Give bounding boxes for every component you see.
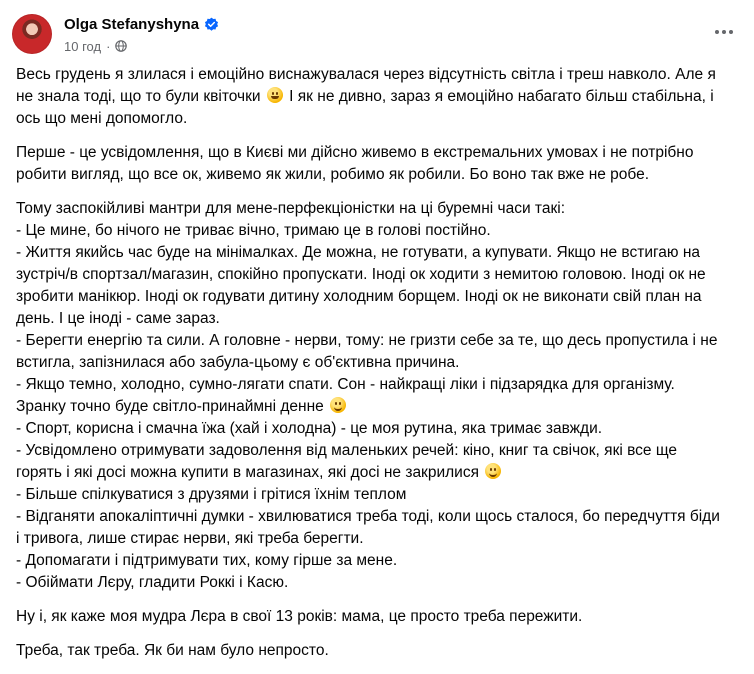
post-timestamp[interactable]: 10 год: [64, 38, 102, 54]
smiling-face-emoji: [330, 397, 346, 413]
text-line: [16, 462, 740, 484]
text-line: зробити манікюр. Іноді ок годувати дитину холодним борщем. Іноді ок не виконати свій план на: [16, 288, 702, 305]
post-header: [12, 10, 742, 60]
text-line: - Усвідомлено отримувати задоволення від маленьких речей: кіно, книг та свічок, які все ще: [16, 442, 678, 459]
text-line: - Спорт, корисна і смачна їжа (хай і холодна) - це моя рутина, яка тримає завжди.: [16, 420, 603, 437]
text-line: ось що мені допомогло.: [16, 110, 188, 127]
text-fragment: І як не дивно, зараз я емоційно набагато більш стабільна, і: [289, 88, 714, 105]
text-line: Весь грудень я злилася і емоційно виснажувалася через відсутність світла і треш навколо. Але я: [16, 66, 716, 83]
verified-badge-icon: [204, 17, 219, 32]
text-line: і тривога, лише стирає нерви, які треба берегти.: [16, 530, 364, 547]
text-line: - Обіймати Лєру, гладити Роккі і Касю.: [16, 574, 289, 591]
text-line: Перше - це усвідомлення, що в Києві ми дійсно живемо в екстремальних умовах і не потрібно: [16, 144, 694, 161]
text-line: - Відганяти апокаліптичні думки - хвилюватися треба тоді, коли щось сталося, бо передчуття біди: [16, 508, 720, 525]
globe-icon[interactable]: [115, 40, 127, 52]
text-line: [16, 396, 740, 418]
author-name[interactable]: Olga Stefanyshyna: [64, 15, 200, 33]
text-line: - Берегти енергію та сили. А головне - нерви, тому: не гризти себе за те, що десь пропустила і не: [16, 332, 718, 349]
text-line: зустріч/в спортзал/магазин, спокійно пропускати. Іноді ок ходити з немитою головою. Іноді ок не: [16, 266, 706, 283]
text-line: - Допомагати і підтримувати тих, кому гірше за мене.: [16, 552, 398, 569]
more-options-icon[interactable]: [706, 14, 742, 50]
author-avatar[interactable]: [12, 14, 52, 54]
text-fragment: Зранку точно буде світло-принаймні денне: [16, 398, 324, 415]
text-line: Треба, так треба. Як би нам було непросто.: [16, 642, 329, 659]
text-fragment: горять і які досі можна купити в магазинах, які досі не закрилися: [16, 464, 479, 481]
author-name-row: [64, 14, 219, 34]
text-line: - Якщо темно, холодно, сумно-лягати спати. Сон - найкращі ліки і підзарядка для організму.: [16, 376, 675, 393]
text-line: робити вигляд, що все ок, живемо як жили, робимо як робили. Бо воно так вже не робе.: [16, 166, 650, 183]
paragraph-3: [16, 198, 740, 594]
text-line: встигла, запізнилася або забула-цьому є об'єктивна причина.: [16, 354, 460, 371]
text-line: день. І це іноді - саме зараз.: [16, 310, 220, 327]
post-meta: [64, 38, 127, 54]
grinning-face-emoji: [267, 87, 283, 103]
text-line: - Життя якийсь час буде на мінімалках. Де можна, не готувати, а купувати. Якщо не встигаю на: [16, 244, 701, 261]
paragraph-2: [16, 142, 740, 186]
paragraph-4: [16, 606, 740, 628]
paragraph-1: [16, 64, 740, 130]
post-body: [16, 64, 740, 674]
text-line: [16, 86, 740, 108]
smiling-face-emoji: [485, 463, 501, 479]
text-line: Ну і, як каже моя мудра Лєра в свої 13 років: мама, це просто треба пережити.: [16, 608, 583, 625]
text-line: Тому заспокійливі мантри для мене-перфекціоністки на ці буремні часи такі:: [16, 200, 566, 217]
paragraph-5: [16, 640, 740, 662]
text-line: - Більше спілкуватися з друзями і грітися їхнім теплом: [16, 486, 407, 503]
meta-separator: ·: [106, 38, 111, 54]
text-line: - Це мине, бо нічого не триває вічно, тримаю це в голові постійно.: [16, 222, 491, 239]
text-fragment: не знала тоді, що то були квіточки: [16, 88, 261, 105]
